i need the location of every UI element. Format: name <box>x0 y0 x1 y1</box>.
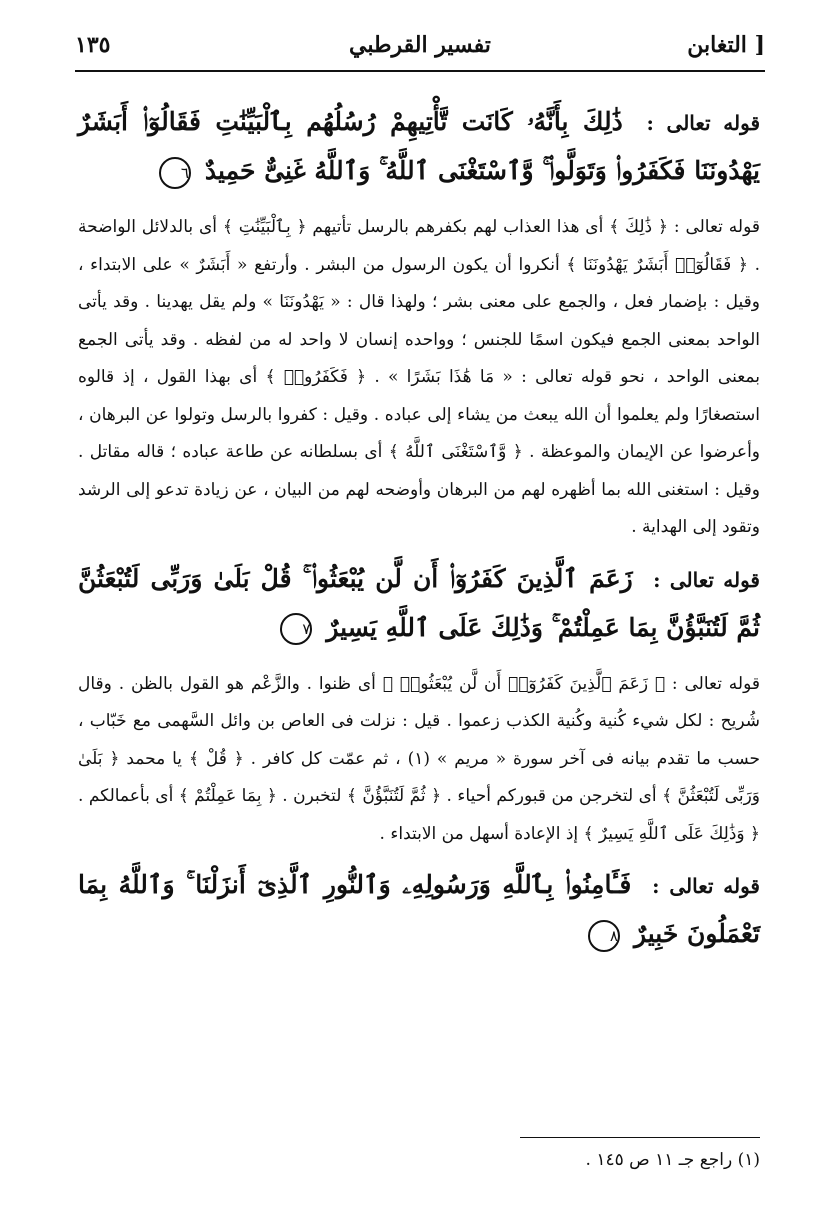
book-title: تفسير القرطبي <box>349 32 491 58</box>
verse-text: ذَٰلِكَ بِأَنَّهُۥ كَانَت تَّأْتِيهِمْ رُسُلُهُم بِٱلْبَيِّنَٰتِ فَقَالُوٓا۟ أَبَشَرٌ يَهْدُونَنَا فَكَفَرُوا۟ وَتَوَلَّوا۟ ۚ وَّٱسْتَغْنَى ٱللَّهُ ۚ وَٱللَّهُ غَنِىٌّ حَمِيدٌ <box>78 107 760 185</box>
ayah-number-marker: ٦ <box>159 157 191 189</box>
ayah-number-marker: ٨ <box>588 920 620 952</box>
quran-verse <box>78 861 760 958</box>
page-body <box>78 92 760 972</box>
verse-text: فَـَٔامِنُوا۟ بِٱللَّهِ وَرَسُولِهِۦ وَٱلنُّورِ ٱلَّذِىٓ أَنزَلْنَا ۚ وَٱللَّهُ بِمَا تَعْمَلُونَ خَبِيرٌ <box>78 870 760 948</box>
verse-lead: قوله تعالى : <box>652 874 760 898</box>
quran-verse <box>78 555 760 652</box>
footnote-divider <box>520 1137 760 1138</box>
commentary-paragraph: قوله تعالى : ﴿ ذَٰلِكَ ﴾ أى هذا العذاب لهم بكفرهم بالرسل تأتيهم ﴿ بِٱلْبَيِّنَٰتِ ﴾ أى بالدلائل الواضحة . ﴿ فَقَالُوٓا۟ أَبَشَرٌ يَهْدُونَنَا ﴾ أنكروا أن يكون الرسول من البشر . وأرتفع « أَبَشَرٌ » على الابتداء ، وقيل : بإضمار فعل ، والجمع على معنى بشر ؛ ولهذا قال : « يَهْدُونَنَا » ولم يقل يهدينا . وقد يأتى الواحد بمعنى الجمع فيكون اسمًا للجنس ؛ وواحده إنسان لا واحد له من لفظه . وقد يأتى الجمع بمعنى الواحد ، نحو قوله تعالى : « مَا هَٰذَا بَشَرًا » . ﴿ فَكَفَرُوا۟ ﴾ أى بهذا القول ، إذ قالوه استصغارًا ولم يعلموا أن الله يبعث من يشاء إلى عباده . وقيل : كفروا بالرسل وتولوا عن البرهان ، وأعرضوا عن الإيمان والموعظة . ﴿ وَّٱسْتَغْنَى ٱللَّهُ ﴾ أى بسلطانه عن طاعة عباده ؛ قاله مقاتل . وقيل : استغنى الله بما أظهره لهم من البرهان وأوضحه لهم من البيان ، عن زيادة تدعو إلى الرشد وتقود إلى الهداية . <box>78 217 760 537</box>
verse-lead: قوله تعالى : <box>653 567 760 592</box>
ayah-number-marker: ٧ <box>280 613 312 645</box>
footnote: (١) راجع جـ ١١ ص ١٤٥ . <box>585 1150 760 1170</box>
quran-verse <box>78 98 760 195</box>
page-number: ١٣٥ <box>75 32 111 58</box>
surah-name: التغابن ] <box>687 32 765 58</box>
verse-text: زَعَمَ ٱلَّذِينَ كَفَرُوٓا۟ أَن لَّن يُبْعَثُوا۟ ۚ قُلْ بَلَىٰ وَرَبِّى لَتُبْعَثُنَّ ثُمَّ لَتُنَبَّؤُنَّ بِمَا عَمِلْتُمْ ۚ وَذَٰلِكَ عَلَى ٱللَّهِ يَسِيرٌ <box>78 563 760 642</box>
page-header <box>75 30 765 72</box>
verse-lead: قوله تعالى : <box>646 111 761 135</box>
commentary-paragraph: قوله تعالى : ﴿ زَعَمَ ٱلَّذِينَ كَفَرُوٓا۟ أَن لَّن يُبْعَثُوا۟ ﴾ أى ظنوا . والزَّعْم هو القول بالظن . وقال شُريح : لكل شيء كُنية وكُنية الكذب زعموا . قيل : نزلت فى العاص بن وائل السَّهمى مع خَبّاب ، حسب ما تقدم بيانه فى آخر سورة « مريم » (١) ، ثم عمّت كل كافر . ﴿ قُلْ ﴾ يا محمد ﴿ بَلَىٰ وَرَبِّى لَتُبْعَثُنَّ ﴾ أى لتخرجن من قبوركم أحياء . ﴿ ثُمَّ لَتُنَبَّؤُنَّ ﴾ لتخبرن . ﴿ بِمَا عَمِلْتُمْ ﴾ أى بأعمالكم . ﴿ وَذَٰلِكَ عَلَى ٱللَّهِ يَسِيرٌ ﴾ إذ الإعادة أسهل من الابتداء . <box>78 673 761 844</box>
